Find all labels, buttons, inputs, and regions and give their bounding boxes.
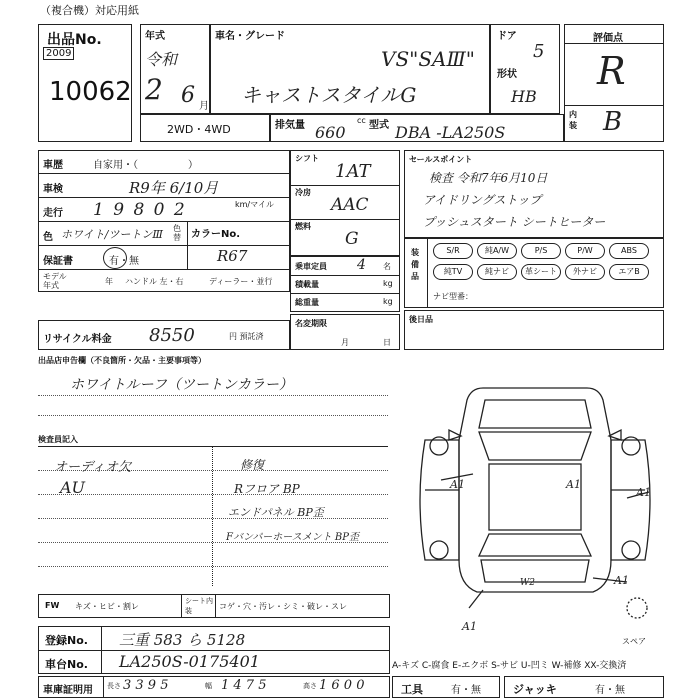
repaint-label: 色替: [173, 224, 181, 242]
warranty-value: 有・無: [109, 256, 139, 267]
tools-box: [392, 676, 500, 698]
recycle-label: リサイクル料金: [43, 334, 112, 345]
cert-height: 1 6 0 0: [319, 678, 365, 693]
warranty-label: 保証書: [43, 256, 73, 267]
capacity-unit: 名: [383, 262, 391, 271]
doors-value: 5: [533, 41, 545, 62]
name-change-month: 月: [341, 338, 349, 347]
cert-label: 車庫証明用: [43, 685, 93, 696]
lot-year-tag: 2009: [43, 47, 74, 60]
seller-notes-label: 出品店申告欄（不良箇所・欠品・主要事項等）: [38, 356, 206, 365]
inspector-right-3: エンドパネル BP歪: [228, 506, 324, 519]
dealer-label: ディーラー・並行: [209, 277, 273, 286]
mileage-label: 走行: [43, 208, 63, 219]
spare-label: スペア: [622, 637, 646, 646]
gross-label: 総重量: [295, 298, 319, 307]
condition-seat-items: コゲ・穴・汚レ・シミ・破レ・スレ: [219, 602, 347, 611]
type-label: 型式: [369, 120, 389, 131]
tools-label: 工具: [401, 683, 423, 696]
condition-fw-label: FW: [45, 601, 60, 610]
inspector-label: 検査員記入: [38, 435, 78, 444]
sheet-note: （複合機）対応用紙: [40, 4, 139, 17]
history-label: 車歴: [43, 160, 63, 171]
cert-row: [38, 676, 390, 698]
displacement-box: [270, 114, 564, 142]
tools-value: 有・無: [451, 685, 481, 696]
registration-label: 登録No.: [45, 634, 88, 647]
load-label: 積載量: [295, 280, 319, 289]
inspector-right-1: 修復: [240, 458, 265, 472]
lot-box: [38, 24, 132, 142]
year-label: 年式: [145, 31, 165, 42]
cert-width: 1 4 7 5: [221, 678, 267, 693]
damage-mark-6: A1: [462, 620, 477, 633]
year-box: [140, 24, 210, 114]
cert-length: 3 3 9 5: [123, 678, 169, 693]
damage-legend: A-キズ C-腐食 E-エクボ S-サビ U-凹ミ W-補修 XX-交換済: [392, 661, 627, 671]
color-no: R67: [217, 247, 248, 265]
equip-tv: 純TV: [433, 264, 473, 280]
spec-table: [38, 150, 290, 292]
damage-mark-4: A1: [614, 574, 629, 587]
interior-label: 内装: [569, 110, 577, 130]
rating-label: 評価点: [593, 33, 623, 44]
displacement-unit: cc: [357, 116, 366, 125]
recycle-value: 8550: [149, 325, 195, 346]
handle-label: ハンドル 左・右: [125, 277, 184, 286]
shape-value: HB: [511, 87, 537, 106]
inspection-value: R9年 6/10月: [129, 179, 219, 197]
equipment-box: [404, 238, 664, 308]
equip-abs: ABS: [609, 243, 649, 259]
equip-pw: P/W: [565, 243, 605, 259]
equip-leather: 革シート: [521, 264, 561, 280]
warranty-circle: [103, 247, 127, 269]
inspector-left-1: オーディオ欠: [54, 460, 131, 475]
sales-point-line-1: 検査 令和7年6月10日: [429, 171, 548, 185]
displacement-label: 排気量: [275, 120, 305, 131]
capacity-label: 乗車定員: [295, 262, 327, 271]
ac-value: AAC: [331, 195, 369, 215]
fuel-label: 燃料: [295, 222, 311, 231]
mileage-unit: km/マイル: [235, 200, 274, 209]
back-notes-box: [404, 310, 664, 350]
chassis-value: LA250S-0175401: [119, 652, 260, 671]
color-label: 色: [43, 232, 53, 243]
cert-height-label: 高さ: [303, 682, 317, 690]
condition-row: [38, 594, 390, 618]
equip-airbag: エアB: [609, 264, 649, 280]
year-era: 令和: [145, 50, 178, 69]
equip-sr: S/R: [433, 243, 473, 259]
year-value: 2: [145, 73, 163, 106]
sales-point-box: [404, 150, 664, 238]
model-name-line2: キャストスタイルG: [241, 83, 417, 107]
name-change-box: [290, 314, 400, 350]
equip-ext-navi: 外ナビ: [565, 264, 605, 280]
name-change-label: 名変期限: [295, 319, 327, 328]
rating-score: R: [597, 49, 626, 93]
chassis-label: 車台No.: [45, 658, 88, 671]
displacement-value: 660: [315, 123, 346, 142]
inspector-right-2: Rフロア BP: [234, 482, 300, 496]
shift-value: 1AT: [335, 161, 371, 182]
mileage-value: 1 9 8 0 2: [93, 200, 187, 220]
damage-mark-3: A1: [636, 486, 651, 499]
name-change-day: 日: [383, 338, 391, 347]
inspector-right-4: Fバンパーホースメント BP歪: [226, 532, 359, 543]
history-value: 自家用・（ ）: [93, 160, 198, 171]
rating-box: [564, 24, 664, 142]
drive-box: [140, 114, 270, 142]
lot-number: 10062: [49, 77, 132, 107]
equip-navi: 純ナビ: [477, 264, 517, 280]
inspection-label: 車検: [43, 184, 63, 195]
registration-box: [38, 626, 390, 674]
jack-box: [504, 676, 664, 698]
year-month: 6: [181, 83, 195, 108]
damage-mark-1: A1: [450, 478, 465, 491]
cert-width-label: 幅: [205, 682, 212, 690]
jack-value: 有・無: [595, 685, 625, 696]
drive-label: 2WD・4WD: [167, 123, 231, 136]
model-year-unit: 年: [105, 277, 113, 286]
jack-label: ジャッキ: [513, 683, 557, 696]
lot-label: 出品No.: [47, 32, 102, 48]
damage-mark-2: A1: [566, 478, 581, 491]
color-value: ホワイト/ツートンⅢ: [61, 228, 163, 241]
condition-fw-items: キズ・ヒビ・割レ: [75, 602, 139, 611]
equipment-label: 装備品: [411, 248, 419, 281]
fuel-value: G: [345, 229, 359, 249]
recycle-box: [38, 320, 290, 350]
navi-model-label: ナビ型番：: [433, 292, 473, 301]
gross-unit: kg: [383, 297, 393, 306]
model-label: 車名・グレード: [215, 31, 285, 42]
color-no-label: カラーNo.: [191, 229, 241, 240]
registration-value: 三重 583 ら 5128: [119, 631, 246, 649]
load-unit: kg: [383, 279, 393, 288]
condition-seat-label: シート内装: [185, 597, 213, 615]
cert-length-label: 長さ: [107, 682, 121, 690]
model-box: [210, 24, 490, 114]
year-month-unit: 月: [199, 101, 209, 112]
equip-aw: 純A/W: [477, 243, 517, 259]
model-name-line1: VS"SAⅢ": [381, 47, 475, 71]
doors-label: ドア: [497, 31, 517, 42]
doors-box: [490, 24, 560, 114]
model-year-label: モデル年式: [43, 272, 67, 290]
sales-point-line-2: アイドリングストップ: [423, 193, 542, 207]
recycle-unit: 円 預託済: [229, 332, 264, 341]
shift-box: [290, 150, 400, 256]
capacity-box: [290, 256, 400, 312]
shape-label: 形状: [497, 69, 517, 80]
interior-score: B: [603, 107, 623, 137]
ac-label: 冷房: [295, 188, 311, 197]
model-code: DBA -LA250S: [395, 123, 506, 142]
capacity-value: 4: [357, 257, 366, 273]
seller-notes-text: ホワイトルーフ（ツートンカラー）: [70, 377, 293, 393]
sales-point-label: セールスポイント: [409, 155, 473, 164]
shift-label: シフト: [295, 154, 319, 163]
damage-mark-5: W2: [520, 578, 535, 588]
inspector-left-2: AU: [60, 478, 86, 497]
back-notes-label: 後日品: [409, 315, 433, 324]
sales-point-line-3: プッシュスタート シートヒーター: [423, 215, 606, 229]
equip-ps: P/S: [521, 243, 561, 259]
